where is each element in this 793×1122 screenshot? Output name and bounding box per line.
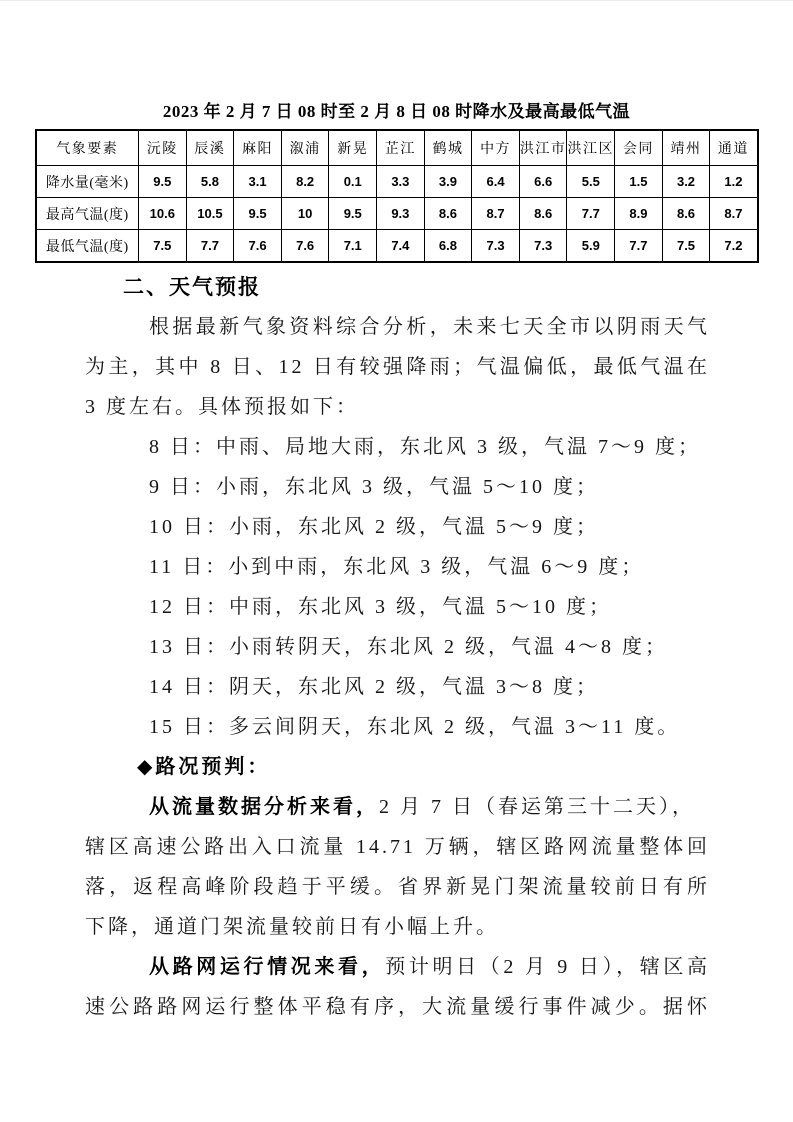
value-cell: 7.1 [329,230,377,263]
value-cell: 3.1 [234,166,282,198]
section-heading-weather-forecast: 二、天气预报 [123,275,261,299]
bold-lead-traffic-data: 从流量数据分析来看， [149,796,379,818]
forecast-day-line: 8 日：中雨、局地大雨，东北风 3 级，气温 7～9 度； [149,436,701,458]
weather-table [35,129,759,263]
forecast-day-line: 11 日：小到中雨，东北风 3 级，气温 6～9 度； [149,556,645,578]
value-cell: 8.6 [424,198,472,230]
road-paragraph-line [85,947,710,987]
value-cell: 9.5 [329,198,377,230]
header-cell-factor: 气象要素 [36,130,139,166]
value-cell: 7.5 [139,230,187,263]
value-cell: 8.6 [519,198,567,230]
header-cell-station: 辰溪 [186,130,234,166]
header-cell-station: 溆浦 [281,130,329,166]
value-cell: 6.6 [519,166,567,198]
forecast-intro-line: 3 度左右。具体预报如下： [85,396,359,418]
road-paragraph-text: 2 月 7 日（春运第三十二天）， [379,796,695,818]
value-cell: 9.5 [139,166,187,198]
value-cell: 5.9 [567,230,615,263]
forecast-day-line: 15 日：多云间阴天，东北风 2 级，气温 3～11 度。 [149,716,681,738]
table-row [36,230,758,263]
forecast-day-line: 13 日：小雨转阴天，东北风 2 级，气温 4～8 度； [149,636,668,658]
header-cell-station: 靖州 [662,130,710,166]
forecast-day-line: 9 日：小雨，东北风 3 级，气温 5～10 度； [149,476,599,498]
header-cell-station: 麻阳 [234,130,282,166]
value-cell: 10.6 [139,198,187,230]
forecast-day-line: 10 日：小雨，东北风 2 级，气温 5～9 度； [149,516,599,538]
header-cell-station: 沅陵 [139,130,187,166]
forecast-intro-line: 根据最新气象资料综合分析，未来七天全市以阴雨天气 [149,316,710,338]
road-paragraph-line: 下降，通道门架流量较前日有小幅上升。 [85,916,499,938]
value-cell: 7.2 [710,230,758,263]
value-cell: 7.7 [186,230,234,263]
header-cell-station: 通道 [710,130,758,166]
header-cell-station: 新晃 [329,130,377,166]
header-cell-station: 洪江市 [519,130,567,166]
value-cell: 7.6 [234,230,282,263]
value-cell: 6.8 [424,230,472,263]
road-paragraph-line: 速公路路网运行整体平稳有序，大流量缓行事件减少。据怀 [85,996,710,1018]
value-cell: 3.3 [377,166,425,198]
value-cell: 8.7 [472,198,520,230]
section-heading-road-condition: ◆路况预判： [137,756,271,778]
road-paragraph-line: 辖区高速公路出入口流量 14.71 万辆，辖区路网流量整体回 [85,836,710,858]
value-cell: 8.9 [615,198,663,230]
value-cell: 3.9 [424,166,472,198]
road-paragraph-line [85,787,710,827]
header-cell-station: 中方 [472,130,520,166]
bold-lead-network-operation: 从路网运行情况来看， [149,956,386,978]
value-cell: 1.5 [615,166,663,198]
value-cell: 1.2 [710,166,758,198]
forecast-day-line: 14 日：阴天，东北风 2 级，气温 3～8 度； [149,676,599,698]
value-cell: 8.2 [281,166,329,198]
value-cell: 7.3 [472,230,520,263]
header-cell-station: 洪江区 [567,130,615,166]
value-cell: 9.3 [377,198,425,230]
value-cell: 9.5 [234,198,282,230]
value-cell: 10.5 [186,198,234,230]
row-label: 降水量(毫米) [36,166,139,198]
value-cell: 8.7 [710,198,758,230]
value-cell: 7.4 [377,230,425,263]
row-label: 最高气温(度) [36,198,139,230]
value-cell: 7.5 [662,230,710,263]
header-cell-station: 会同 [615,130,663,166]
value-cell: 5.8 [186,166,234,198]
value-cell: 7.7 [567,198,615,230]
value-cell: 3.2 [662,166,710,198]
forecast-day-line: 12 日：中雨，东北风 3 级，气温 5～10 度； [149,596,612,618]
table-title: 2023 年 2 月 7 日 08 时至 2 月 8 日 08 时降水及最高最低气温 [162,102,631,121]
forecast-intro-line: 为主，其中 8 日、12 日有较强降雨；气温偏低，最低气温在 [85,356,710,378]
row-label: 最低气温(度) [36,230,139,263]
value-cell: 7.6 [281,230,329,263]
table-row [36,166,758,198]
document-body [85,267,710,1027]
road-paragraph-text: 预计明日（2 月 9 日），辖区高 [385,956,710,978]
value-cell: 0.1 [329,166,377,198]
header-cell-station: 芷江 [377,130,425,166]
road-paragraph-line: 落，返程高峰阶段趋于平缓。省界新晃门架流量较前日有所 [85,876,710,898]
table-row [36,198,758,230]
value-cell: 6.4 [472,166,520,198]
value-cell: 5.5 [567,166,615,198]
header-cell-station: 鹤城 [424,130,472,166]
value-cell: 8.6 [662,198,710,230]
value-cell: 7.3 [519,230,567,263]
table-header-row [36,130,758,166]
value-cell: 7.7 [615,230,663,263]
value-cell: 10 [281,198,329,230]
